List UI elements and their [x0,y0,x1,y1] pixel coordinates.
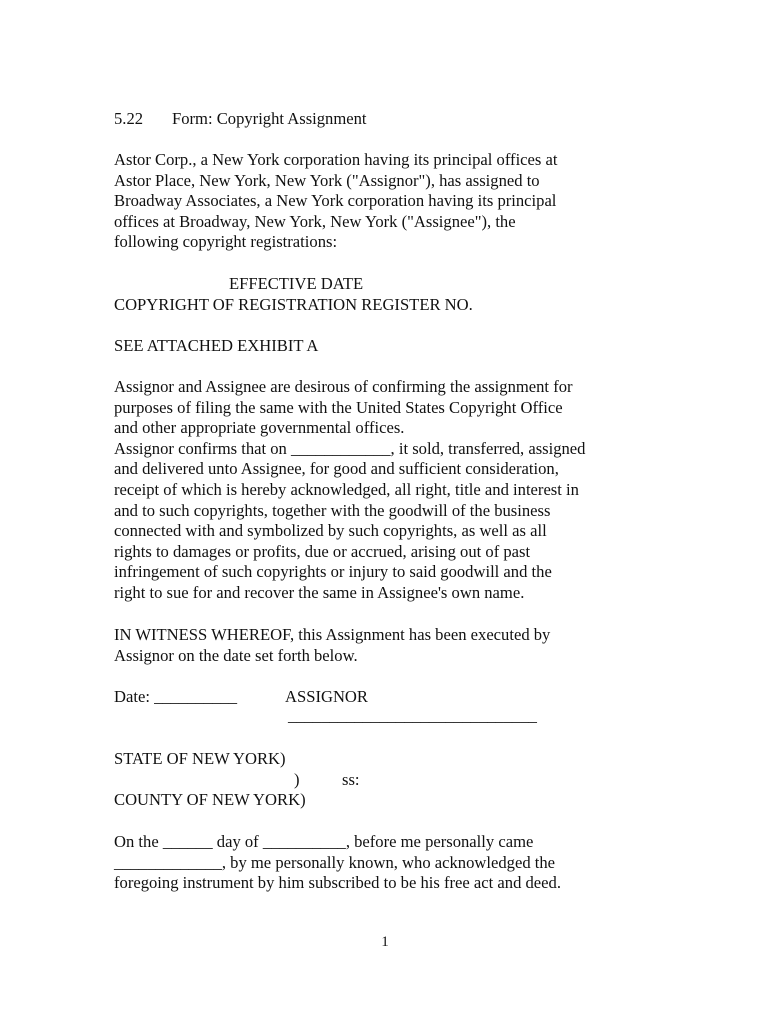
effective-date-header: EFFECTIVE DATE [229,274,364,293]
page-number: 1 [381,934,389,950]
venue-state: STATE OF NEW YORK) [114,749,286,768]
date-field: Date: __________ [114,687,238,706]
confirmation-paragraph: Assignor and Assignee are desirous of confirming the assignment for purposes of filing the same with the United States Copyright Office and other appropriate governmental offices. Assignor confirms that on ____________, it sold, transferred, assigned and delivered unto Assignee, for good and sufficient consideration, receipt of which is hereby acknowledged, all right, title and interest in and to such copyrights, together with the goodwill of the business connected with and symbolized by such copyrights, as well as all rights to damages or profits, due or accrued, arising out of past infringement of such copyrights or injury to said goodwill and the right to sue for and recover the same in Assignee's own name. [114,377,586,602]
section-number: 5.22 [114,109,144,128]
assignor-label: ASSIGNOR [285,687,368,706]
signature-line: ______________________________ [288,706,537,725]
venue-ss: ss: [342,770,360,789]
registration-columns-header: COPYRIGHT OF REGISTRATION REGISTER NO. [114,295,473,314]
intro-paragraph: Astor Corp., a New York corporation having its principal offices at Astor Place, New York, New York ("Assignor"), has assigned to Broadway Associates, a New York corporation having its principal offices at Broadway, New York, New York ("Assignee"), the following copyright registrations: [114,150,558,252]
venue-county: COUNTY OF NEW YORK) [114,790,306,809]
document-title: Form: Copyright Assignment [172,109,367,128]
venue-paren: ) [294,770,300,789]
witness-paragraph: IN WITNESS WHEREOF, this Assignment has been executed by Assignor on the date set forth below. [114,625,551,665]
acknowledgment-paragraph: On the ______ day of __________, before me personally came _____________, by me personally known, who acknowledged the foregoing instrument by him subscribed to be his free act and deed. [114,832,561,893]
exhibit-reference: SEE ATTACHED EXHIBIT A [114,336,319,355]
